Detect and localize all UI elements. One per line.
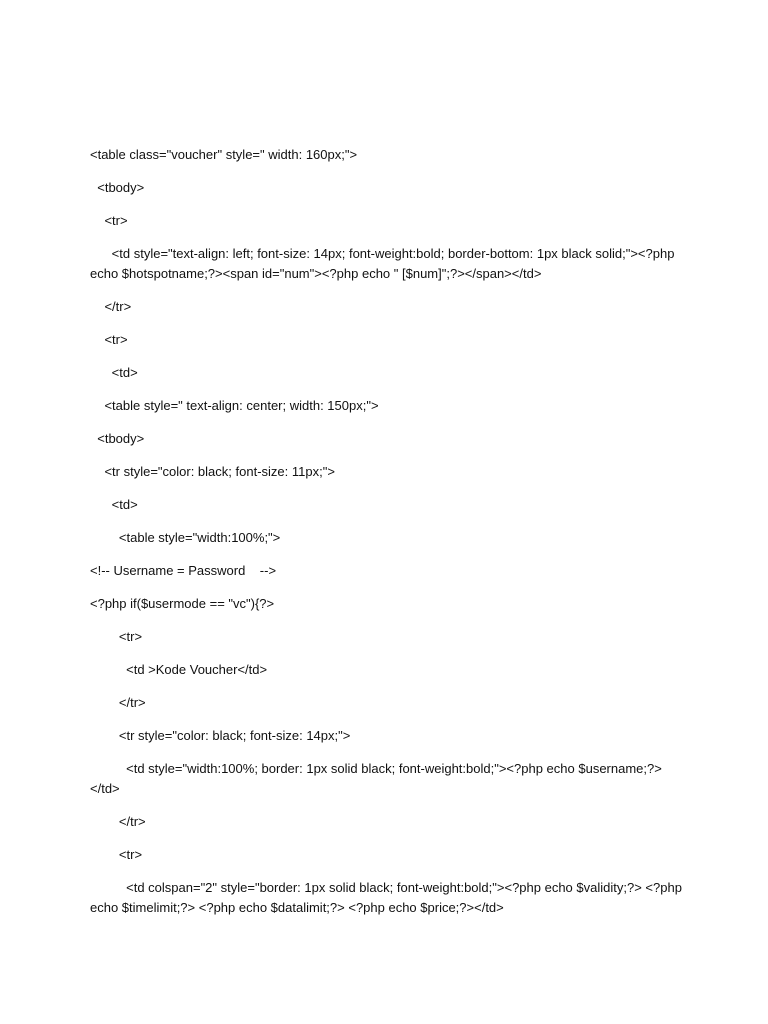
code-line: </tr>	[90, 299, 132, 314]
code-line: </tr>	[90, 695, 146, 710]
code-line: <tr style="color: black; font-size: 11px;">	[90, 464, 335, 479]
code-line: <td style="text-align: left; font-size: 14px; font-weight:bold; border-bottom: 1px black solid;"><?php echo $hotspotname;?><span id="num"><?php echo " [$num]";?></span></td>	[90, 246, 679, 281]
code-line: <!-- Username = Password -->	[90, 563, 277, 578]
code-line: <td>	[90, 497, 138, 512]
code-line: <tr>	[90, 213, 128, 228]
code-line: <td colspan="2" style="border: 1px solid black; font-weight:bold;"><?php echo $validity;?> <?php echo $timelimit;?> <?php echo $datalimit;?> <?php echo $price;?></td>	[90, 880, 686, 915]
code-line: <tbody>	[90, 180, 145, 195]
code-line: <tr style="color: black; font-size: 14px;">	[90, 728, 351, 743]
code-line: <?php if($usermode == "vc"){?>	[90, 596, 275, 611]
code-line: <table class="voucher" style=" width: 160px;">	[90, 147, 358, 162]
code-line: <tr>	[90, 332, 128, 347]
code-line: <tr>	[90, 847, 143, 862]
code-line: <td >Kode Voucher</td>	[90, 662, 268, 677]
code-line: <table style=" text-align: center; width: 150px;">	[90, 398, 379, 413]
code-line: <tr>	[90, 629, 143, 644]
code-line: <td style="width:100%; border: 1px solid black; font-weight:bold;"><?php echo $username;?></td>	[90, 761, 662, 796]
code-line: <tbody>	[90, 431, 145, 446]
code-line: </tr>	[90, 814, 146, 829]
code-line: <table style="width:100%;">	[90, 530, 281, 545]
code-line: <td>	[90, 365, 138, 380]
code-text-block	[90, 145, 690, 931]
